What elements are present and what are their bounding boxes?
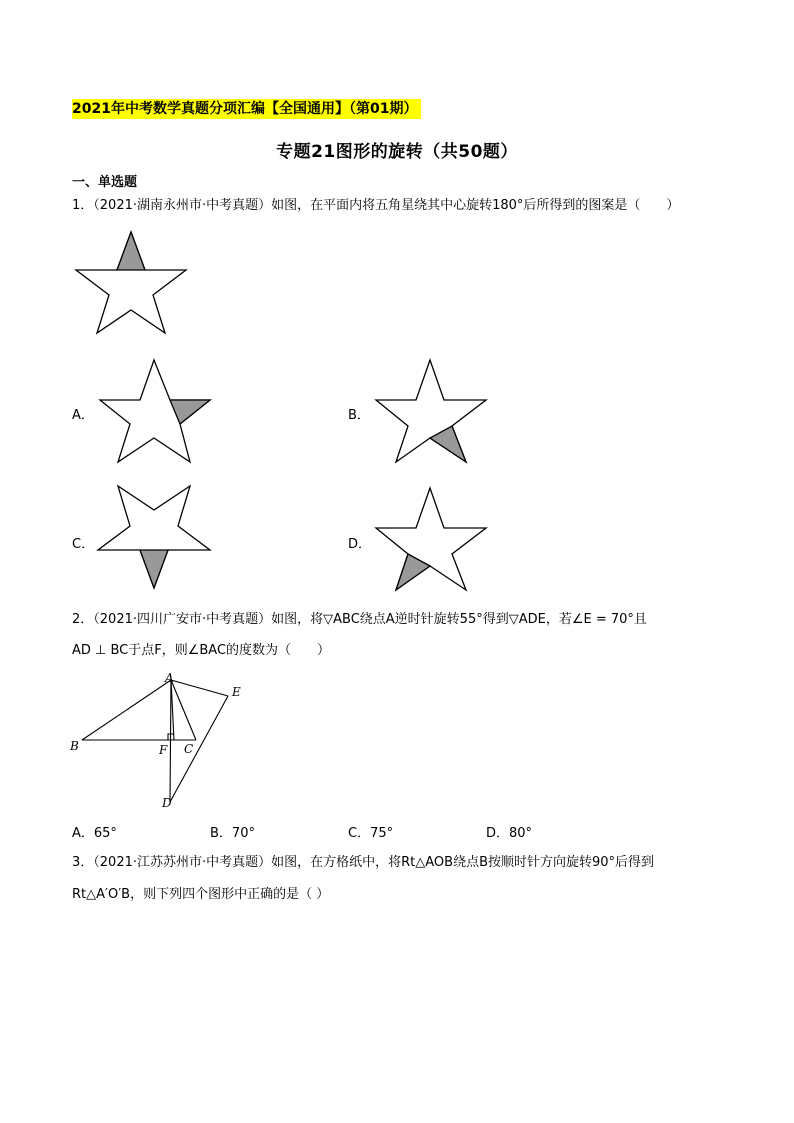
question-1-stem: 1．（2021·湖南永州市·中考真题）如图，在平面内将五角星绕其中心旋转180°后所得到的图案是（ ） <box>72 198 680 213</box>
q2-triangle-figure <box>66 670 256 818</box>
q2-option-a[interactable]: A．65° <box>72 826 117 841</box>
q1-option-d-label[interactable]: D． <box>348 537 372 552</box>
q2-label-a: A <box>165 671 174 685</box>
q2-option-c[interactable]: C．75° <box>348 826 394 841</box>
q2-label-d: D <box>162 796 172 810</box>
question-3-stem-line1: 3．（2021·江苏苏州市·中考真题）如图，在方格纸中，将Rt△AOB绕点B按顺时针方向旋转90°后得到 <box>72 855 655 870</box>
q2-label-f: F <box>159 743 168 757</box>
q2-option-d[interactable]: D．80° <box>486 826 533 841</box>
series-banner: 2021年中考数学真题分项汇编【全国通用】（第01期） <box>72 99 421 119</box>
section-heading: 一、单选题 <box>72 175 138 190</box>
q1-option-b-star[interactable] <box>374 356 492 466</box>
q2-label-c: C <box>184 742 194 756</box>
q1-option-d-star[interactable] <box>374 484 492 594</box>
q2-option-b[interactable]: B．70° <box>210 826 255 841</box>
q2-label-e: E <box>232 685 241 699</box>
question-2-stem-line2: AD ⊥ BC于点F，则∠BAC的度数为（ ） <box>72 643 331 658</box>
question-2-stem-line1: 2．（2021·四川广安市·中考真题）如图，将▽ABC绕点A逆时针旋转55°得到▽ADE，若∠E = 70°且 <box>72 612 647 627</box>
q1-option-a-label[interactable]: A． <box>72 408 94 423</box>
q1-option-c-label[interactable]: C． <box>72 537 95 552</box>
q1-option-a-star[interactable] <box>98 356 216 466</box>
q1-option-c-star[interactable] <box>94 482 216 594</box>
q2-label-b: B <box>70 739 79 753</box>
q1-option-b-label[interactable]: B． <box>348 408 370 423</box>
q1-original-star <box>70 228 192 336</box>
page-title: 专题21图形的旋转（共50题） <box>276 142 518 162</box>
question-3-stem-line2: Rt△A′O′B，则下列四个图形中正确的是（ ） <box>72 887 330 902</box>
